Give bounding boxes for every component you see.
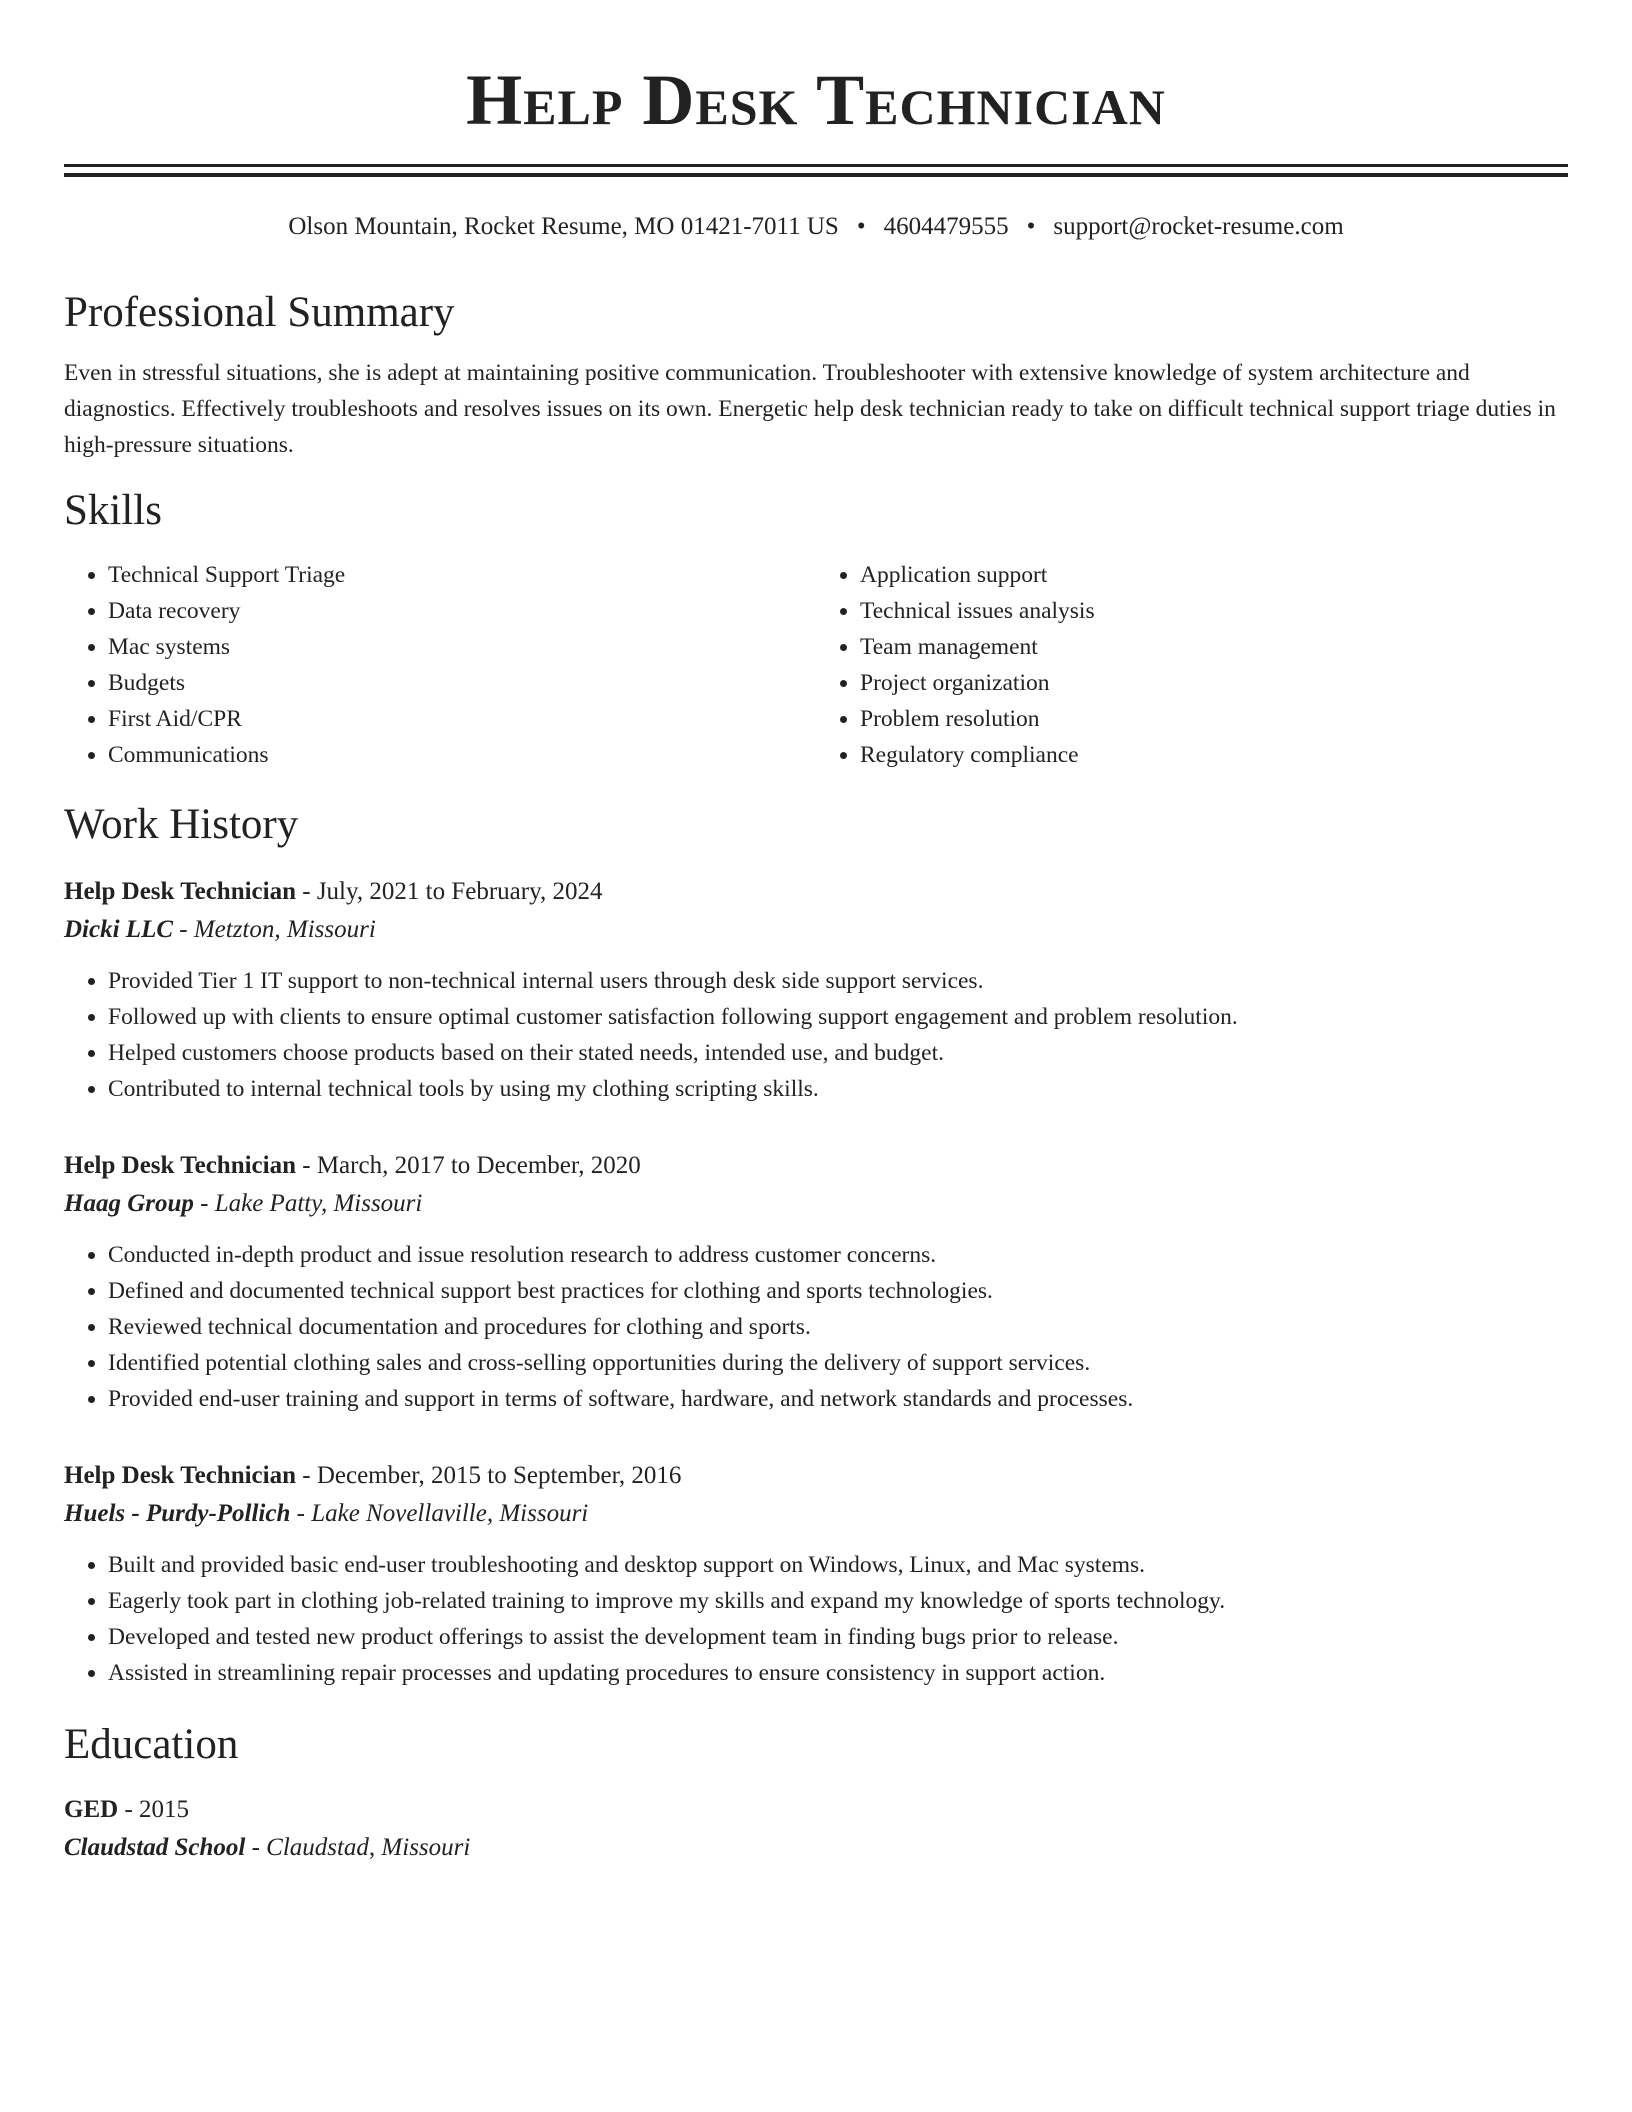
education-degree: GED — [64, 1796, 119, 1823]
education-heading: Education — [64, 1721, 239, 1768]
skill-item: • Team management — [860, 629, 1568, 665]
skill-item: • Communications — [108, 737, 816, 773]
job-dates: - March, 2017 to December, 2020 — [296, 1152, 641, 1179]
skills-column-left — [64, 557, 816, 773]
job-role: Help Desk Technician — [64, 1152, 296, 1179]
job-bullet: • Identified potential clothing sales and cross-selling opportunities during the delivery of support services. — [108, 1345, 1568, 1381]
job-title-line — [64, 1147, 1568, 1185]
job-bullet: • Contributed to internal technical tools by using my clothing scripting skills. — [108, 1071, 1568, 1107]
job-company-line — [64, 1495, 1568, 1533]
summary-text: Even in stressful situations, she is adept at maintaining positive communication. Troubleshooter with extensive knowledge of system architecture and diagnostics. Effectively troubleshoots and resolves issues on its own. Energetic help desk technician ready to take on difficult technical support triage duties in high-pressure situations. — [64, 360, 1556, 458]
job-title-line — [64, 873, 1568, 911]
job-bullet: • Conducted in-depth product and issue resolution research to address customer concerns. — [108, 1237, 1568, 1273]
summary-heading: Professional Summary — [64, 289, 455, 336]
job-location: - Lake Patty, Missouri — [193, 1190, 423, 1217]
job-bullets — [64, 1237, 1568, 1417]
job-bullet: • Reviewed technical documentation and procedures for clothing and sports. — [108, 1309, 1568, 1345]
education-school: Claudstad School — [64, 1834, 246, 1861]
job-entry — [64, 1147, 1568, 1417]
job-company-line — [64, 911, 1568, 949]
contact-email: support@rocket-resume.com — [1053, 213, 1344, 240]
job-bullet: • Helped customers choose products based on their stated needs, intended use, and budget. — [108, 1035, 1568, 1071]
job-company: Dicki LLC — [64, 916, 174, 943]
job-dates: - July, 2021 to February, 2024 — [296, 878, 603, 905]
education-degree-line — [64, 1791, 1568, 1829]
education-year: - 2015 — [118, 1796, 190, 1823]
contact-separator: • — [856, 213, 866, 240]
job-bullet: • Defined and documented technical support best practices for clothing and sports technologies. — [108, 1273, 1568, 1309]
education-school-line — [64, 1829, 1568, 1867]
candidate-name: Help Desk Technician — [466, 60, 1166, 140]
header-double-rule — [64, 164, 1568, 177]
job-bullet: • Assisted in streamlining repair processes and updating procedures to ensure consistency in support action. — [108, 1655, 1568, 1691]
skills-column-right — [816, 557, 1568, 773]
skill-item: • Regulatory compliance — [860, 737, 1568, 773]
skill-item: • Mac systems — [108, 629, 816, 665]
contact-phone: 4604479555 — [883, 213, 1009, 240]
job-entry — [64, 873, 1568, 1107]
skill-item: • Technical issues analysis — [860, 593, 1568, 629]
education-entry — [64, 1791, 1568, 1867]
job-bullet: • Built and provided basic end-user troubleshooting and desktop support on Windows, Linux, and Mac systems. — [108, 1547, 1568, 1583]
work-history-heading: Work History — [64, 801, 299, 848]
job-company-line — [64, 1185, 1568, 1223]
job-bullet: • Followed up with clients to ensure optimal customer satisfaction following support engagement and problem resolution. — [108, 999, 1568, 1035]
skill-item: • Application support — [860, 557, 1568, 593]
job-bullet: • Eagerly took part in clothing job-related training to improve my skills and expand my knowledge of sports technology. — [108, 1583, 1568, 1619]
skill-item: • Budgets — [108, 665, 816, 701]
job-bullets — [64, 963, 1568, 1107]
job-entry — [64, 1457, 1568, 1691]
contact-separator: • — [1026, 213, 1036, 240]
job-bullet: • Provided end-user training and support in terms of software, hardware, and network standards and processes. — [108, 1381, 1568, 1417]
job-location: - Lake Novellaville, Missouri — [290, 1500, 589, 1527]
skills-heading: Skills — [64, 487, 162, 534]
skills-list — [64, 557, 1568, 773]
contact-line — [64, 211, 1568, 243]
contact-address: Olson Mountain, Rocket Resume, MO 01421-7011 US — [288, 213, 839, 240]
skill-item: • Technical Support Triage — [108, 557, 816, 593]
job-company: Haag Group — [64, 1190, 194, 1217]
job-bullets — [64, 1547, 1568, 1691]
skill-item: • Project organization — [860, 665, 1568, 701]
job-bullet: • Developed and tested new product offerings to assist the development team in finding bugs prior to release. — [108, 1619, 1568, 1655]
job-bullet: • Provided Tier 1 IT support to non-technical internal users through desk side support services. — [108, 963, 1568, 999]
job-role: Help Desk Technician — [64, 878, 296, 905]
skill-item: • Data recovery — [108, 593, 816, 629]
job-location: - Metzton, Missouri — [173, 916, 376, 943]
job-title-line — [64, 1457, 1568, 1495]
job-role: Help Desk Technician — [64, 1462, 296, 1489]
education-location: - Claudstad, Missouri — [245, 1834, 471, 1861]
job-company: Huels - Purdy-Pollich — [64, 1500, 291, 1527]
skill-item: • First Aid/CPR — [108, 701, 816, 737]
skill-item: • Problem resolution — [860, 701, 1568, 737]
job-dates: - December, 2015 to September, 2016 — [296, 1462, 682, 1489]
